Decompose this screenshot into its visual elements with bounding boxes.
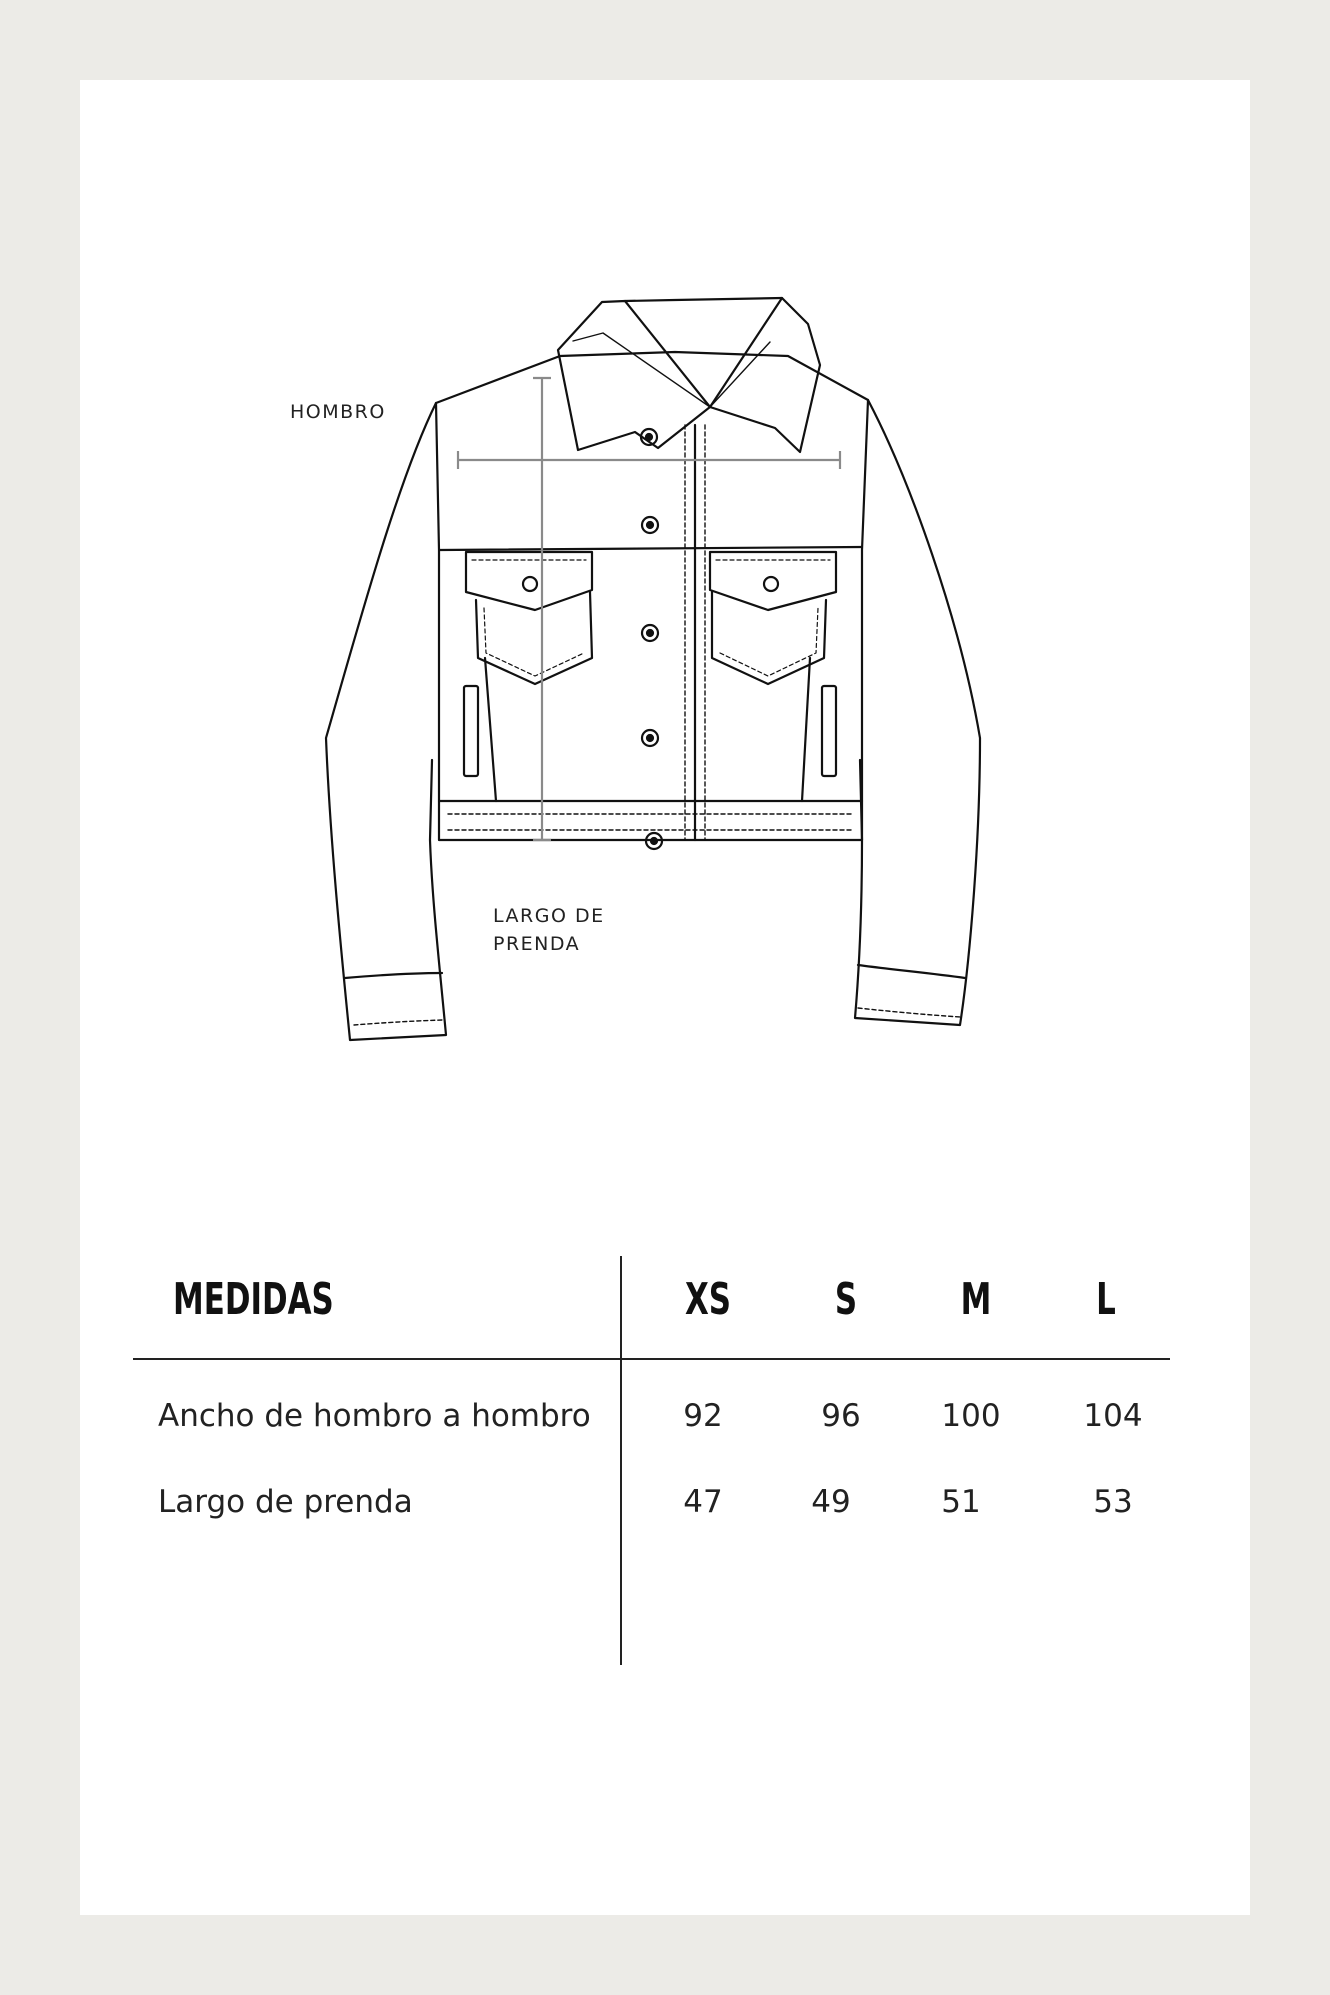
table-vertical-divider <box>620 1256 622 1665</box>
left-cuff <box>345 973 442 978</box>
length-label-line-2: PRENDA <box>493 933 581 955</box>
left-pocket-flap <box>466 552 592 610</box>
jacket-diagram <box>80 80 1250 1080</box>
table-title: MEDIDAS <box>173 1274 334 1325</box>
pocket-button-right <box>764 577 778 591</box>
size-header-m: M <box>960 1274 992 1325</box>
size-chart-card <box>80 80 1250 1915</box>
size-header-l: L <box>1096 1274 1116 1325</box>
value-cell: 96 <box>821 1398 861 1434</box>
row-label-shoulder: Ancho de hombro a hombro <box>158 1398 591 1434</box>
right-sleeve <box>855 400 980 1025</box>
right-welt-pocket <box>822 686 836 776</box>
value-cell: 104 <box>1083 1398 1143 1434</box>
right-cuff <box>858 965 965 978</box>
length-label <box>493 902 653 958</box>
length-label-line-1: LARGO DE <box>493 905 605 927</box>
shoulder-label: HOMBRO <box>290 401 386 423</box>
value-cell: 51 <box>941 1484 981 1520</box>
left-sleeve <box>326 403 446 1040</box>
left-welt-pocket <box>464 686 478 776</box>
collar-left <box>558 301 710 450</box>
pocket-button-left <box>523 577 537 591</box>
size-header-s: S <box>834 1274 858 1325</box>
table-horizontal-divider <box>133 1358 1170 1360</box>
value-cell: 100 <box>941 1398 1001 1434</box>
row-label-length: Largo de prenda <box>158 1484 413 1520</box>
right-pocket-flap <box>710 552 836 610</box>
value-cell: 92 <box>683 1398 723 1434</box>
collar-right <box>710 298 820 452</box>
value-cell: 49 <box>811 1484 851 1520</box>
size-header-xs: XS <box>684 1274 732 1325</box>
value-cell: 47 <box>683 1484 723 1520</box>
yoke-seam <box>440 547 862 550</box>
value-cell: 53 <box>1093 1484 1133 1520</box>
